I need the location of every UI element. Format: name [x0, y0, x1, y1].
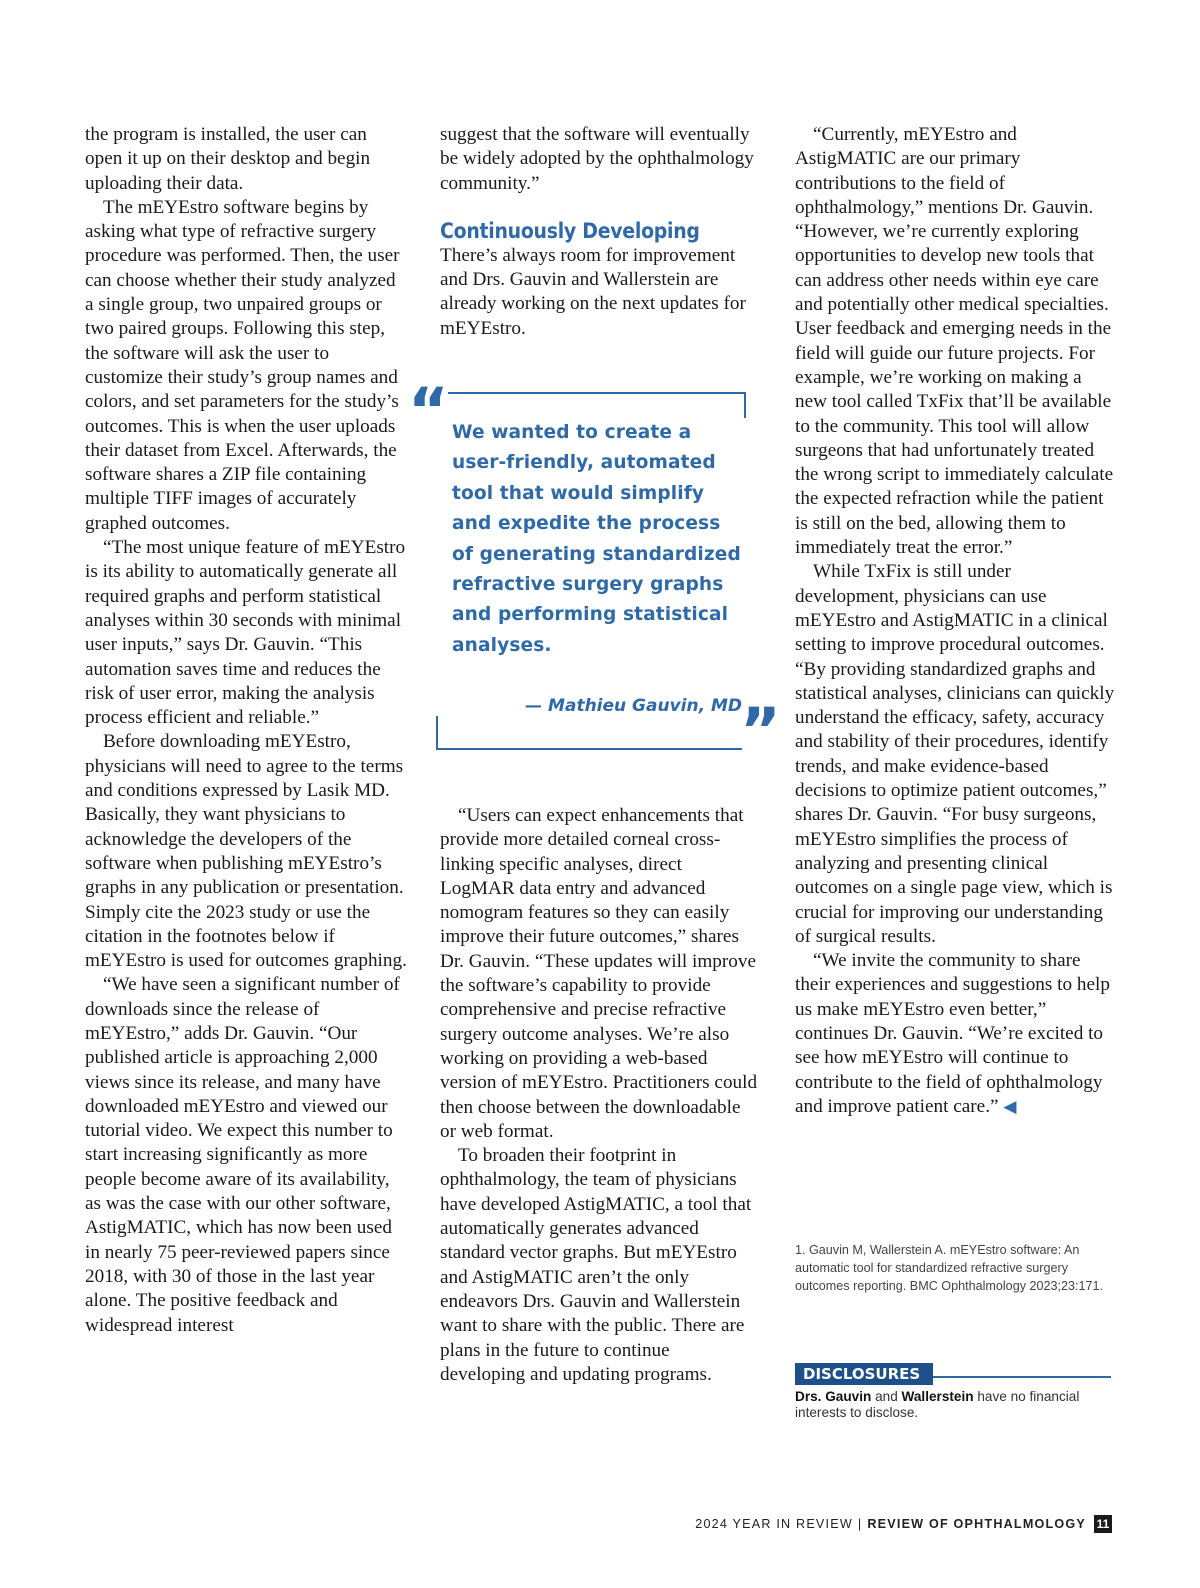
- disclosure-and: and: [871, 1389, 902, 1404]
- pull-quote-attribution: — Mathieu Gauvin, MD: [525, 696, 742, 716]
- article-column-2-bottom: [440, 804, 758, 1387]
- disclosures-header: [795, 1363, 1115, 1387]
- article-column-2-top: [440, 123, 758, 341]
- end-of-article-icon: ◀: [1003, 1096, 1017, 1117]
- body-paragraph: “Users can expect enhancements that provide more detailed corneal cross-linking specific analyses, direct LogMAR data entry and advanced nomogram features so they can easily improve their future outcomes,” shares Dr. Gauvin. “These updates will improve the software’s capability to provide comprehensive and precise refractive surgery outcome analyses. We’re also working on providing a web-based version of mEYEstro. Practitioners could then choose between the downloadable or web format.: [440, 805, 758, 1142]
- disclosures-box: [795, 1363, 1115, 1421]
- disclosures-label: DISCLOSURES: [795, 1363, 933, 1385]
- final-paragraph-text: “We invite the community to share their experiences and suggestions to help us make mEYEstro even better,” continues Dr. Gauvin. “We’re excited to see how mEYEstro will continue to contribute to the field of ophthalmology and improve patient care.”: [795, 950, 1110, 1117]
- body-paragraph: suggest that the software will eventually be widely adopted by the ophthalmology community.”: [440, 124, 754, 194]
- disclosure-rest: have no financial interests to disclose.: [795, 1389, 1080, 1420]
- pull-quote-border-bottom: [436, 748, 742, 750]
- body-paragraph: “The most unique feature of mEYEstro is its ability to automatically generate all required graphs and perform statistical analyses within 30 seconds with minimal user inputs,” says Dr. Gauvin. “This automation saves time and reduces the risk of user error, making the analysis process efficient and reliable.”: [85, 537, 406, 729]
- footer-issue: 2024 YEAR IN REVIEW: [695, 1517, 853, 1531]
- body-paragraph-final: [795, 949, 1115, 1119]
- body-paragraph: There’s always room for improvement and Drs. Gauvin and Wallerstein are already working on the next updates for mEYEstro.: [440, 244, 746, 339]
- pull-quote-border-top: [448, 392, 746, 394]
- disclosure-name: Drs. Gauvin: [795, 1389, 872, 1404]
- body-paragraph: The mEYEstro software begins by asking what type of refractive surgery procedure was performed. Then, the user can choose whether their study analyzed a single group, two unpaired groups or two paired groups. Following this step, the software will ask the user to customize their study’s group names and colors, and set parameters for the study’s outcomes. This is when the user uploads their dataset from Excel. Afterwards, the software shares a ZIP file containing multiple TIFF images of accurately graphed outcomes.: [85, 196, 400, 534]
- page-number: 11: [1094, 1515, 1112, 1533]
- disclosures-text: [795, 1389, 1115, 1421]
- section-subhead: Continuously Developing: [440, 218, 700, 243]
- footer-publication: REVIEW OF OPHTHALMOLOGY: [867, 1517, 1086, 1531]
- disclosures-rule: [933, 1376, 1111, 1378]
- body-paragraph: While TxFix is still under development, physicians can use mEYEstro and AstigMATIC in a clinical setting to improve procedural outcomes. “By providing standardized graphs and statistical analyses, clinicians can quickly understand the efficacy, safety, accuracy and stability of their procedures, identify trends, and make evidence-based decisions to optimize patient outcomes,” shares Dr. Gauvin. “For busy surgeons, mEYEstro simplifies the process of analyzing and presenting clinical outcomes on a single page view, which is crucial for improving our understanding of surgical results.: [795, 561, 1115, 947]
- article-column-3: [795, 123, 1115, 1119]
- pull-quote: [408, 374, 781, 767]
- page-footer: [695, 1515, 1112, 1533]
- body-paragraph: Before downloading mEYEstro, physicians will need to agree to the terms and conditions expressed by Lasik MD. Basically, they want physicians to acknowledge the developers of the software when publishing mEYEstro’s graphs in any publication or presentation. Simply cite the 2023 study or use the citation in the footnotes below if mEYEstro is used for outcomes graphing.: [85, 731, 407, 972]
- footer-separator: |: [857, 1517, 863, 1531]
- disclosure-name: Wallerstein: [901, 1389, 974, 1404]
- open-quote-icon: “: [408, 374, 449, 447]
- body-paragraph: the program is installed, the user can open it up on their desktop and begin uploading their data.: [85, 124, 371, 194]
- body-paragraph: To broaden their footprint in ophthalmology, the team of physicians have developed AstigMATIC, a tool that automatically generates advanced standard vector graphs. But mEYEstro and AstigMATIC aren’t the only endeavors Drs. Gauvin and Wallerstein want to share with the public. There are plans in the future to continue developing and updating programs.: [440, 1145, 752, 1385]
- pull-quote-text: We wanted to create a user-friendly, automated tool that would simplify and expedite the process of generating standardized refractive surgery graphs and performing statistical analyses.: [452, 422, 741, 656]
- close-quote-icon: ”: [740, 694, 781, 767]
- body-paragraph: “We have seen a significant number of downloads since the release of mEYEstro,” adds Dr. Gauvin. “Our published article is approaching 2,000 views since its release, and many have downloaded mEYEstro and viewed our tutorial video. We expect this number to start increasing significantly as more people become aware of its availability, as was the case with our other software, AstigMATIC, which has now been used in nearly 75 peer-reviewed papers since 2018, with 30 of those in the last year alone. The positive feedback and widespread interest: [85, 974, 400, 1336]
- pull-quote-border-left: [436, 716, 438, 750]
- article-column-1: [85, 123, 407, 1338]
- body-paragraph: “Currently, mEYEstro and AstigMATIC are our primary contributions to the field of ophthalmology,” mentions Dr. Gauvin. “However, we’re currently exploring opportunities to develop new tools that can address other needs within eye care and potentially other medical specialties. User feedback and emerging needs in the field will guide our future projects. For example, we’re working on making a new tool called TxFix that’ll be available to the community. This tool will allow surgeons that had unfortunately treated the wrong script to immediately calculate the expected refraction while the patient is still on the bed, allowing them to immediately treat the error.”: [795, 124, 1114, 559]
- footnote: 1. Gauvin M, Wallerstein A. mEYEstro software: An automatic tool for standardized refractive surgery outcomes reporting. BMC Ophthalmology 2023;23:171.: [795, 1243, 1104, 1293]
- pull-quote-border-right: [744, 392, 746, 418]
